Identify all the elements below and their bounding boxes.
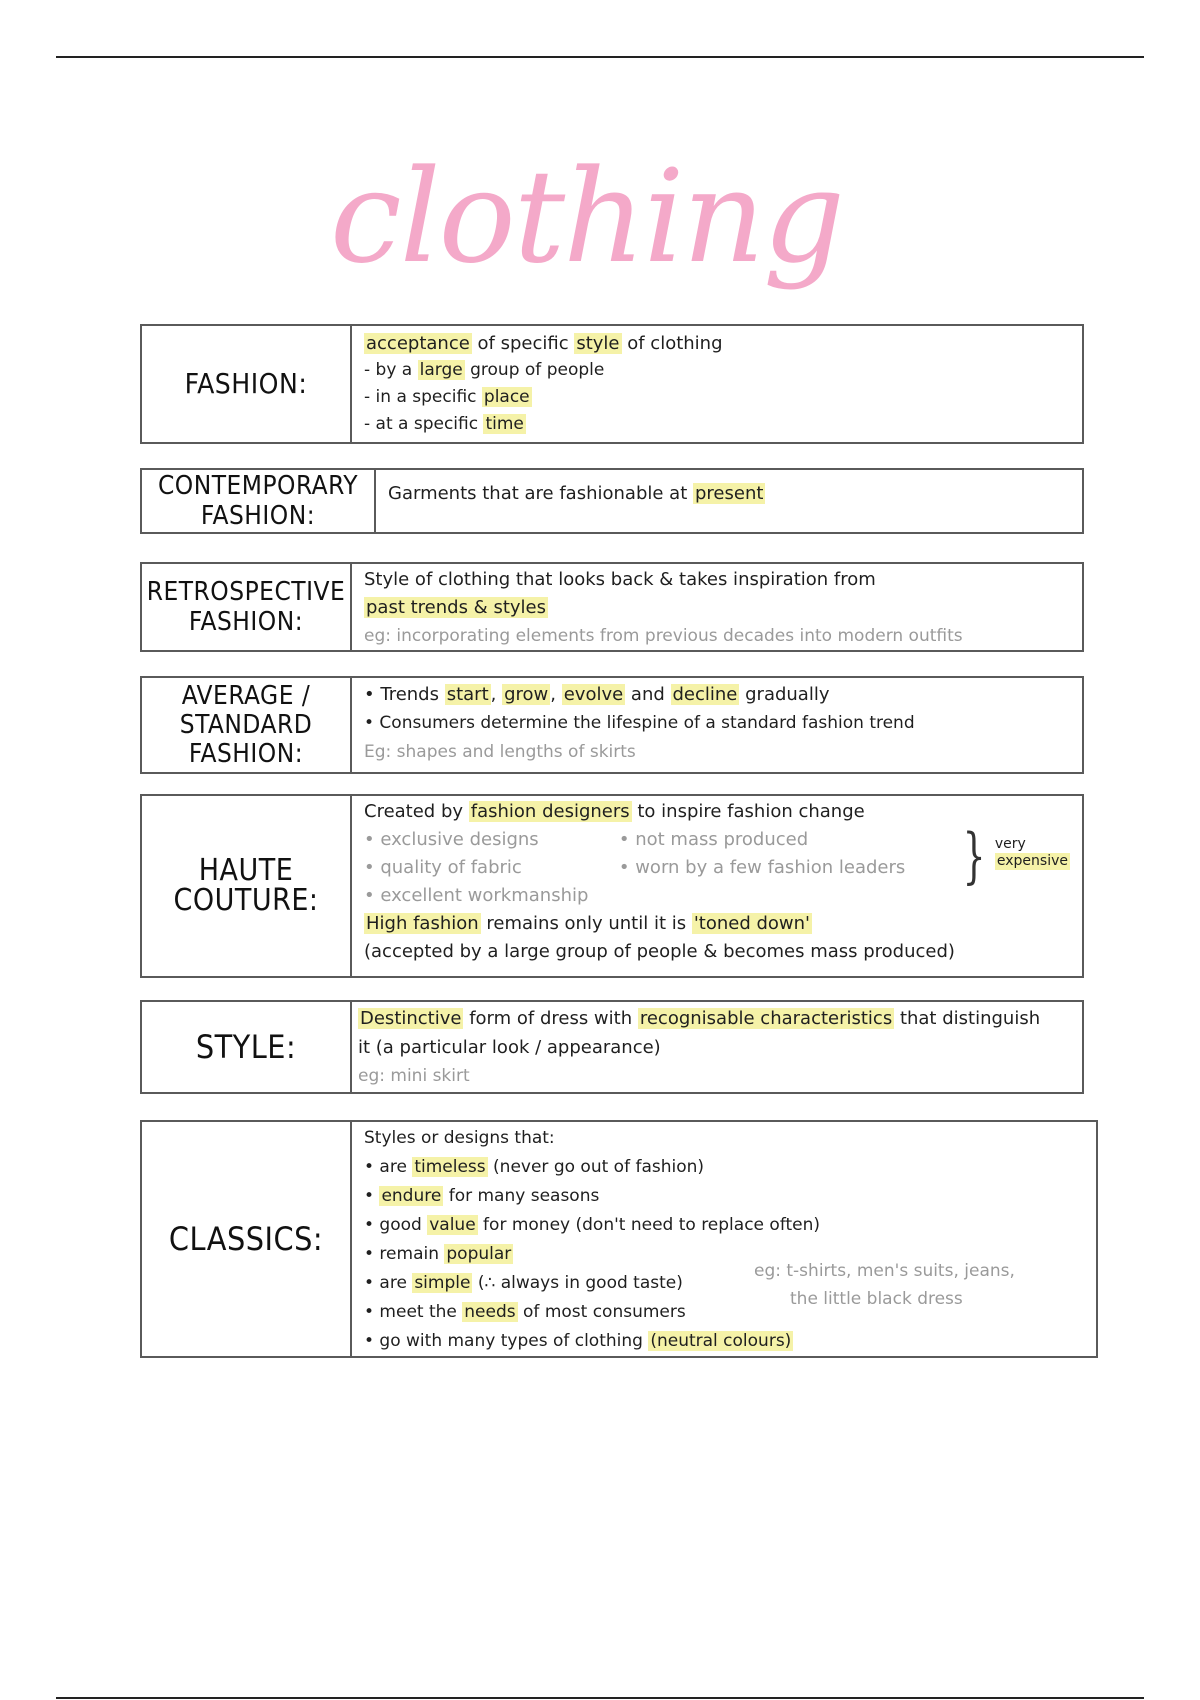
highlight-text: simple [414, 1273, 471, 1293]
definition-text: (accepted by a large group of people & becomes mass produced) [364, 941, 955, 962]
example-text: eg: incorporating elements from previous decades into modern outfits [364, 626, 963, 646]
term-label-line: RETROSPECTIVE [146, 577, 346, 607]
definition-box-retrospective [140, 562, 1084, 652]
definition-text: it (a particular look / appearance) [358, 1037, 661, 1058]
list-item-text: for many seasons [443, 1186, 600, 1206]
list-item-text: • are [364, 1157, 413, 1177]
definition-box-classics [140, 1120, 1098, 1358]
highlight-text: Destinctive [360, 1008, 462, 1029]
definition-text: to inspire fashion change [631, 801, 865, 822]
term-style [142, 1002, 352, 1092]
definition-text: Style of clothing that looks back & takes inspiration from [364, 569, 876, 590]
definition-text: Styles or designs that: [364, 1128, 555, 1148]
term-label-line: FASHION: [200, 501, 316, 531]
term-label-line: HAUTE [198, 853, 294, 888]
example-text: eg: t-shirts, men's suits, jeans, [754, 1261, 1015, 1281]
highlight-text: expensive [996, 853, 1068, 869]
term-haute-couture [142, 796, 352, 976]
term-average [142, 678, 352, 772]
term-retrospective [142, 564, 352, 650]
note-text: very [994, 836, 1026, 852]
term-label-line: CONTEMPORARY [157, 471, 359, 501]
definition-text: form of dress with [463, 1008, 638, 1029]
top-rule [56, 56, 1144, 58]
brace-icon: } [962, 821, 986, 891]
list-item-text: • meet the [364, 1302, 463, 1322]
highlight-text: endure [381, 1186, 442, 1206]
highlight-text: timeless [414, 1157, 486, 1177]
haute-couture-features [364, 821, 1070, 910]
bullet-text: , [490, 684, 503, 705]
term-contemporary [142, 470, 376, 532]
page-title: clothing [330, 143, 843, 292]
highlight-text: recognisable characteristics [639, 1008, 893, 1029]
example-text: Eg: shapes and lengths of skirts [364, 742, 636, 762]
definition-box-contemporary [140, 468, 1084, 534]
brace-annotation [955, 821, 1070, 910]
term-label-line: STANDARD [179, 709, 313, 740]
highlight-text: fashion designers [470, 801, 630, 822]
term-label: FASHION: [184, 367, 308, 400]
feature-text: • exclusive designs [364, 829, 539, 850]
point-text: group of people [464, 360, 605, 380]
definition-text: Created by [364, 801, 469, 822]
definition-classics [352, 1122, 1096, 1356]
list-item-text: • go with many types of clothing [364, 1331, 649, 1351]
highlight-text: (neutral colours) [650, 1331, 792, 1351]
definition-average [352, 678, 1082, 772]
highlight-text: start [446, 684, 489, 705]
list-item-text: (never go out of fashion) [487, 1157, 705, 1177]
bullet-text: , [550, 684, 562, 705]
highlight-text: evolve [563, 684, 624, 705]
highlight-text: needs [464, 1302, 516, 1322]
definition-box-haute-couture [140, 794, 1084, 978]
highlight-text: acceptance [366, 333, 470, 354]
definition-haute-couture [352, 796, 1082, 976]
highlight-text: past trends & styles [366, 597, 546, 618]
term-label: CLASSICS: [168, 1220, 324, 1258]
definition-style [352, 1002, 1082, 1092]
bullet-text: • Trends [364, 684, 445, 705]
list-item-text: for money (don't need to replace often) [477, 1215, 821, 1235]
definition-contemporary [376, 470, 1082, 532]
highlight-text: large [419, 360, 463, 380]
example-text: the little black dress [790, 1289, 963, 1309]
highlight-text: present [694, 483, 764, 504]
highlight-text: 'toned down' [693, 913, 810, 934]
highlight-text: High fashion [366, 913, 479, 934]
bottom-rule [56, 1697, 1144, 1699]
point-text: - at a specific [364, 414, 484, 434]
highlight-text: popular [446, 1244, 512, 1264]
term-label-line: FASHION: [188, 607, 304, 637]
term-label: STYLE: [195, 1028, 297, 1066]
feature-text: • excellent workmanship [364, 885, 589, 906]
list-item-text: (∴ always in good taste) [472, 1273, 683, 1293]
highlight-text: place [483, 387, 530, 407]
highlight-text: value [429, 1215, 476, 1235]
term-label-line: COUTURE: [173, 883, 319, 918]
highlight-text: time [485, 414, 524, 434]
definition-text: remains only until it is [480, 913, 692, 934]
term-fashion [142, 326, 352, 442]
highlight-text: decline [672, 684, 738, 705]
definition-fashion [352, 326, 1082, 442]
definition-text: that distinguish [894, 1008, 1041, 1029]
feature-text: • quality of fabric [364, 857, 522, 878]
feature-text: • worn by a few fashion leaders [618, 857, 906, 878]
term-classics [142, 1122, 352, 1356]
term-label-line: AVERAGE / [181, 680, 311, 711]
point-text: - in a specific [364, 387, 482, 407]
definition-text: of clothing [621, 333, 723, 354]
feature-text: • not mass produced [618, 829, 809, 850]
definition-box-fashion [140, 324, 1084, 444]
term-label-line: FASHION: [188, 738, 304, 769]
example-text: eg: mini skirt [358, 1066, 470, 1086]
point-text: - by a [364, 360, 418, 380]
bullet-text: and [625, 684, 671, 705]
classics-example [754, 1124, 1015, 1356]
definition-box-style [140, 1000, 1084, 1094]
definition-retrospective [352, 564, 1082, 650]
list-item-text: of most consumers [517, 1302, 686, 1322]
highlight-text: style [576, 333, 620, 354]
list-item-text: • are [364, 1273, 413, 1293]
definition-text: of specific [471, 333, 575, 354]
list-item-text: • [364, 1186, 380, 1206]
definition-text: Garments that are fashionable at [388, 483, 693, 504]
list-item-text: • good [364, 1215, 428, 1235]
highlight-text: grow [504, 684, 549, 705]
bullet-text: gradually [739, 684, 830, 705]
bullet-text: • Consumers determine the lifespine of a standard fashion trend [364, 713, 915, 733]
list-item-text: • remain [364, 1244, 445, 1264]
definition-box-average [140, 676, 1084, 774]
